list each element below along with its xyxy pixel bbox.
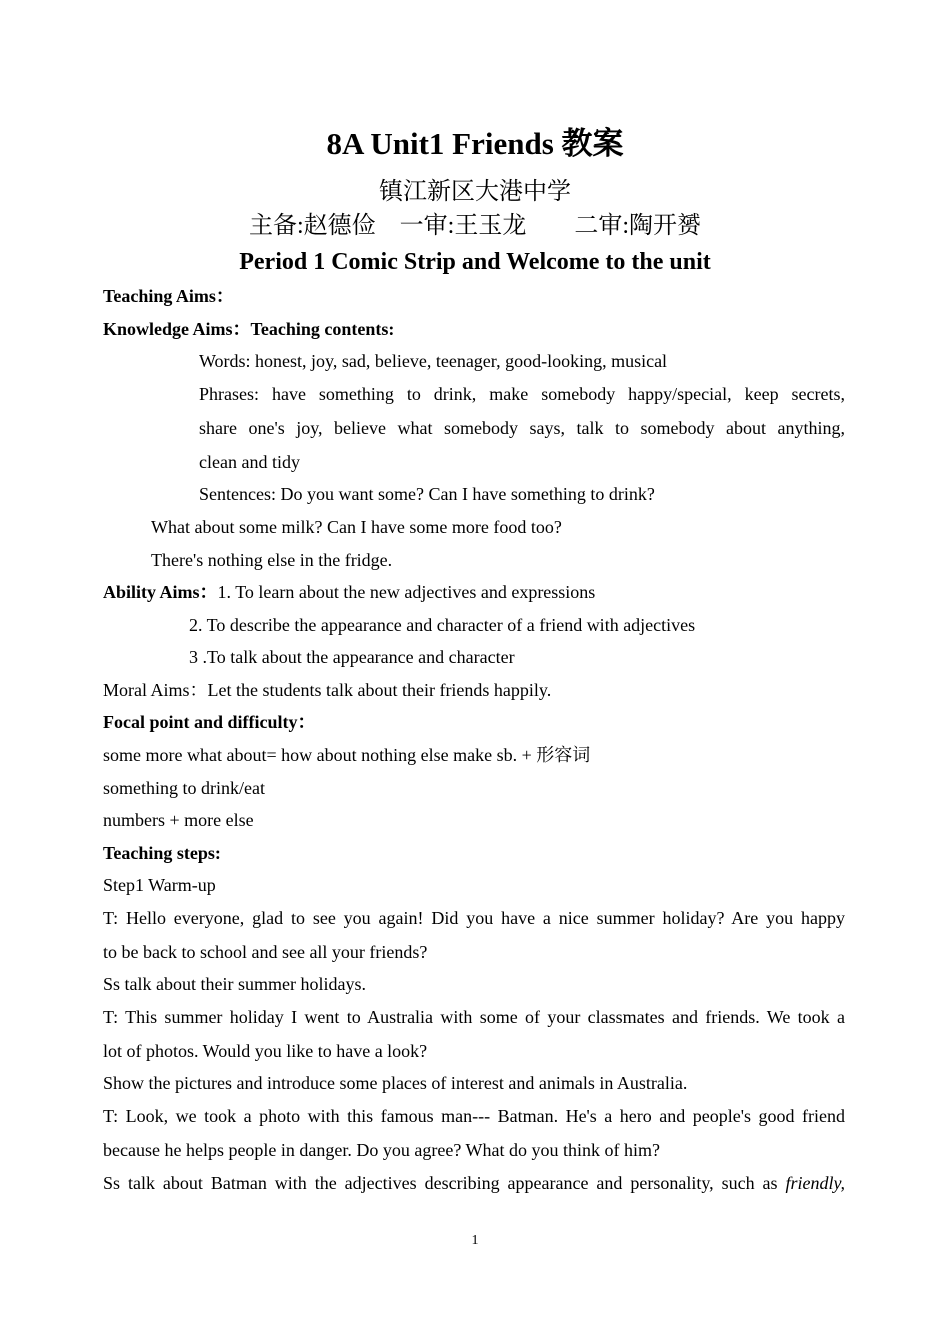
focal-point-heading: Focal point and difficulty： bbox=[103, 712, 316, 732]
teaching-aims-heading: Teaching Aims： bbox=[103, 286, 234, 306]
ability-aim-1: 1. To learn about the new adjectives and expressions bbox=[217, 582, 596, 602]
teaching-steps-heading: Teaching steps: bbox=[103, 843, 221, 863]
moral-aims-line: Moral Aims：Let the students talk about their friends happily. bbox=[103, 680, 552, 700]
ability-aims-label: Ability Aims： bbox=[103, 582, 218, 602]
focal-line-3: numbers + more else bbox=[103, 810, 254, 830]
teacher-line-3a: T: Look, we took a photo with this famous man--- Batman. He's a hero and people's good friend bbox=[103, 1106, 845, 1126]
phrases-line-3: clean and tidy bbox=[199, 452, 300, 472]
period-heading: Period 1 Comic Strip and Welcome to the unit bbox=[239, 249, 711, 275]
phrases-line-1: Phrases: have something to drink, make somebody happy/special, keep secrets, bbox=[199, 384, 845, 404]
focal-line-2: something to drink/eat bbox=[103, 778, 265, 798]
ability-aims-line bbox=[103, 580, 595, 604]
teacher-line-3b: because he helps people in danger. Do you agree? What do you think of him? bbox=[103, 1140, 660, 1160]
show-pictures-line: Show the pictures and introduce some places of interest and animals in Australia. bbox=[103, 1073, 688, 1093]
ability-aim-3: 3 .To talk about the appearance and character bbox=[189, 647, 515, 667]
teacher-line-2a: T: This summer holiday I went to Australia with some of your classmates and friends. We took a bbox=[103, 1007, 845, 1027]
phrases-line-2: share one's joy, believe what somebody says, talk to somebody about anything, bbox=[199, 418, 845, 438]
teacher-line-1b: to be back to school and see all your friends? bbox=[103, 942, 428, 962]
step1-heading: Step1 Warm-up bbox=[103, 875, 216, 895]
document-title: 8A Unit1 Friends 教案 bbox=[326, 126, 624, 161]
school-name: 镇江新区大港中学 bbox=[379, 179, 571, 205]
page-number: 1 bbox=[471, 1233, 479, 1248]
sentences-line-3: There's nothing else in the fridge. bbox=[151, 550, 393, 570]
students-line-1: Ss talk about their summer holidays. bbox=[103, 974, 366, 994]
sentences-line-2: What about some milk? Can I have some more food too? bbox=[151, 517, 562, 537]
words-line: Words: honest, joy, sad, believe, teenager, good-looking, musical bbox=[199, 351, 668, 371]
students-line-2-italic: friendly, bbox=[785, 1173, 845, 1193]
teacher-line-2b: lot of photos. Would you like to have a look? bbox=[103, 1041, 428, 1061]
students-line-2-text: Ss talk about Batman with the adjectives describing appearance and personality, such as bbox=[103, 1173, 778, 1193]
teacher-line-1a: T: Hello everyone, glad to see you again! Did you have a nice summer holiday? Are you happy bbox=[103, 908, 845, 928]
sentences-line-1: Sentences: Do you want some? Can I have something to drink? bbox=[199, 484, 655, 504]
reviewers-line: 主备:赵德俭 一审:王玉龙 二审:陶开赟 bbox=[248, 213, 701, 239]
knowledge-aims-heading: Knowledge Aims：Teaching contents: bbox=[103, 319, 395, 339]
ability-aim-2: 2. To describe the appearance and character of a friend with adjectives bbox=[189, 615, 696, 635]
students-line-2 bbox=[103, 1171, 845, 1195]
focal-line-1: some more what about= how about nothing else make sb. + 形容词 bbox=[103, 745, 591, 765]
